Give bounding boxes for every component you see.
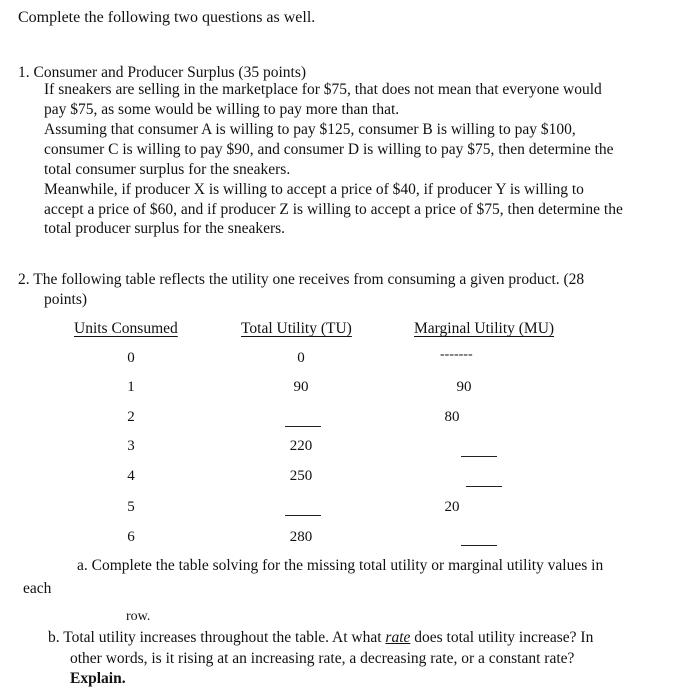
q1-line-4: consumer C is willing to pay $90, and consumer D is willing to pay $75, then determine the	[44, 141, 614, 158]
part-b-pre: b. Total utility increases throughout the table. At what	[48, 629, 386, 646]
mu-blank-line	[461, 456, 497, 457]
units-cell: 1	[127, 379, 135, 395]
rate-word: rate	[385, 629, 411, 646]
units-cell: 2	[127, 409, 135, 425]
q1-line-7: accept a price of $60, and if producer Z is willing to accept a price of $75, then determine the	[44, 201, 623, 218]
q1-title: 1. Consumer and Producer Surplus (35 points)	[18, 64, 307, 81]
tu-cell: 220	[289, 438, 313, 454]
mu-blank-line	[466, 486, 502, 487]
tu-cell: 90	[293, 379, 309, 395]
mu-cell: 80	[444, 409, 460, 425]
tu-blank-line	[285, 515, 321, 516]
mu-blank-line	[461, 545, 497, 546]
q2-line-2: points)	[44, 291, 88, 308]
mu-dashes: -------	[440, 347, 473, 362]
mu-cell: 20	[444, 499, 460, 515]
header-units-consumed: Units Consumed	[74, 320, 178, 337]
header-marginal-utility: Marginal Utility (MU)	[414, 320, 555, 337]
header-total-utility: Total Utility (TU)	[241, 320, 352, 337]
mu-cell: 90	[456, 379, 472, 395]
part-a-each: each	[23, 580, 52, 597]
units-cell: 0	[127, 350, 135, 366]
tu-cell: 280	[289, 529, 313, 545]
tu-cell: 0	[297, 350, 305, 366]
q1-line-1: If sneakers are selling in the marketplace for $75, that does not mean that everyone would	[44, 81, 602, 98]
q1-line-8: total producer surplus for the sneakers.	[44, 220, 286, 237]
units-cell: 5	[127, 499, 135, 515]
part-b-explain	[70, 669, 126, 689]
q1-line-5: total consumer surplus for the sneakers.	[44, 161, 291, 178]
units-cell: 4	[127, 468, 135, 484]
intro-text: Complete the following two questions as well.	[18, 9, 316, 26]
explain-bold: Explain.	[70, 670, 126, 687]
part-b-line-2: other words, is it rising at an increasing rate, a decreasing rate, or a constant rate?	[70, 650, 575, 667]
q1-line-3: Assuming that consumer A is willing to pay $125, consumer B is willing to pay $100,	[44, 121, 576, 138]
q2-line-1: 2. The following table reflects the utility one receives from consuming a given product. (28	[18, 271, 585, 288]
units-cell: 3	[127, 438, 135, 454]
q1-line-2: pay $75, as some would be willing to pay more than that.	[44, 101, 400, 118]
part-a-text: a. Complete the table solving for the missing total utility or marginal utility values in	[77, 557, 604, 574]
part-b-post: does total utility increase? In	[410, 629, 594, 646]
part-b-line-1	[48, 628, 593, 648]
tu-cell: 250	[289, 468, 313, 484]
part-a-row: row.	[126, 609, 151, 624]
units-cell: 6	[127, 529, 135, 545]
tu-blank-line	[285, 426, 321, 427]
q1-line-6: Meanwhile, if producer X is willing to accept a price of $40, if producer Y is willing to	[44, 181, 584, 198]
